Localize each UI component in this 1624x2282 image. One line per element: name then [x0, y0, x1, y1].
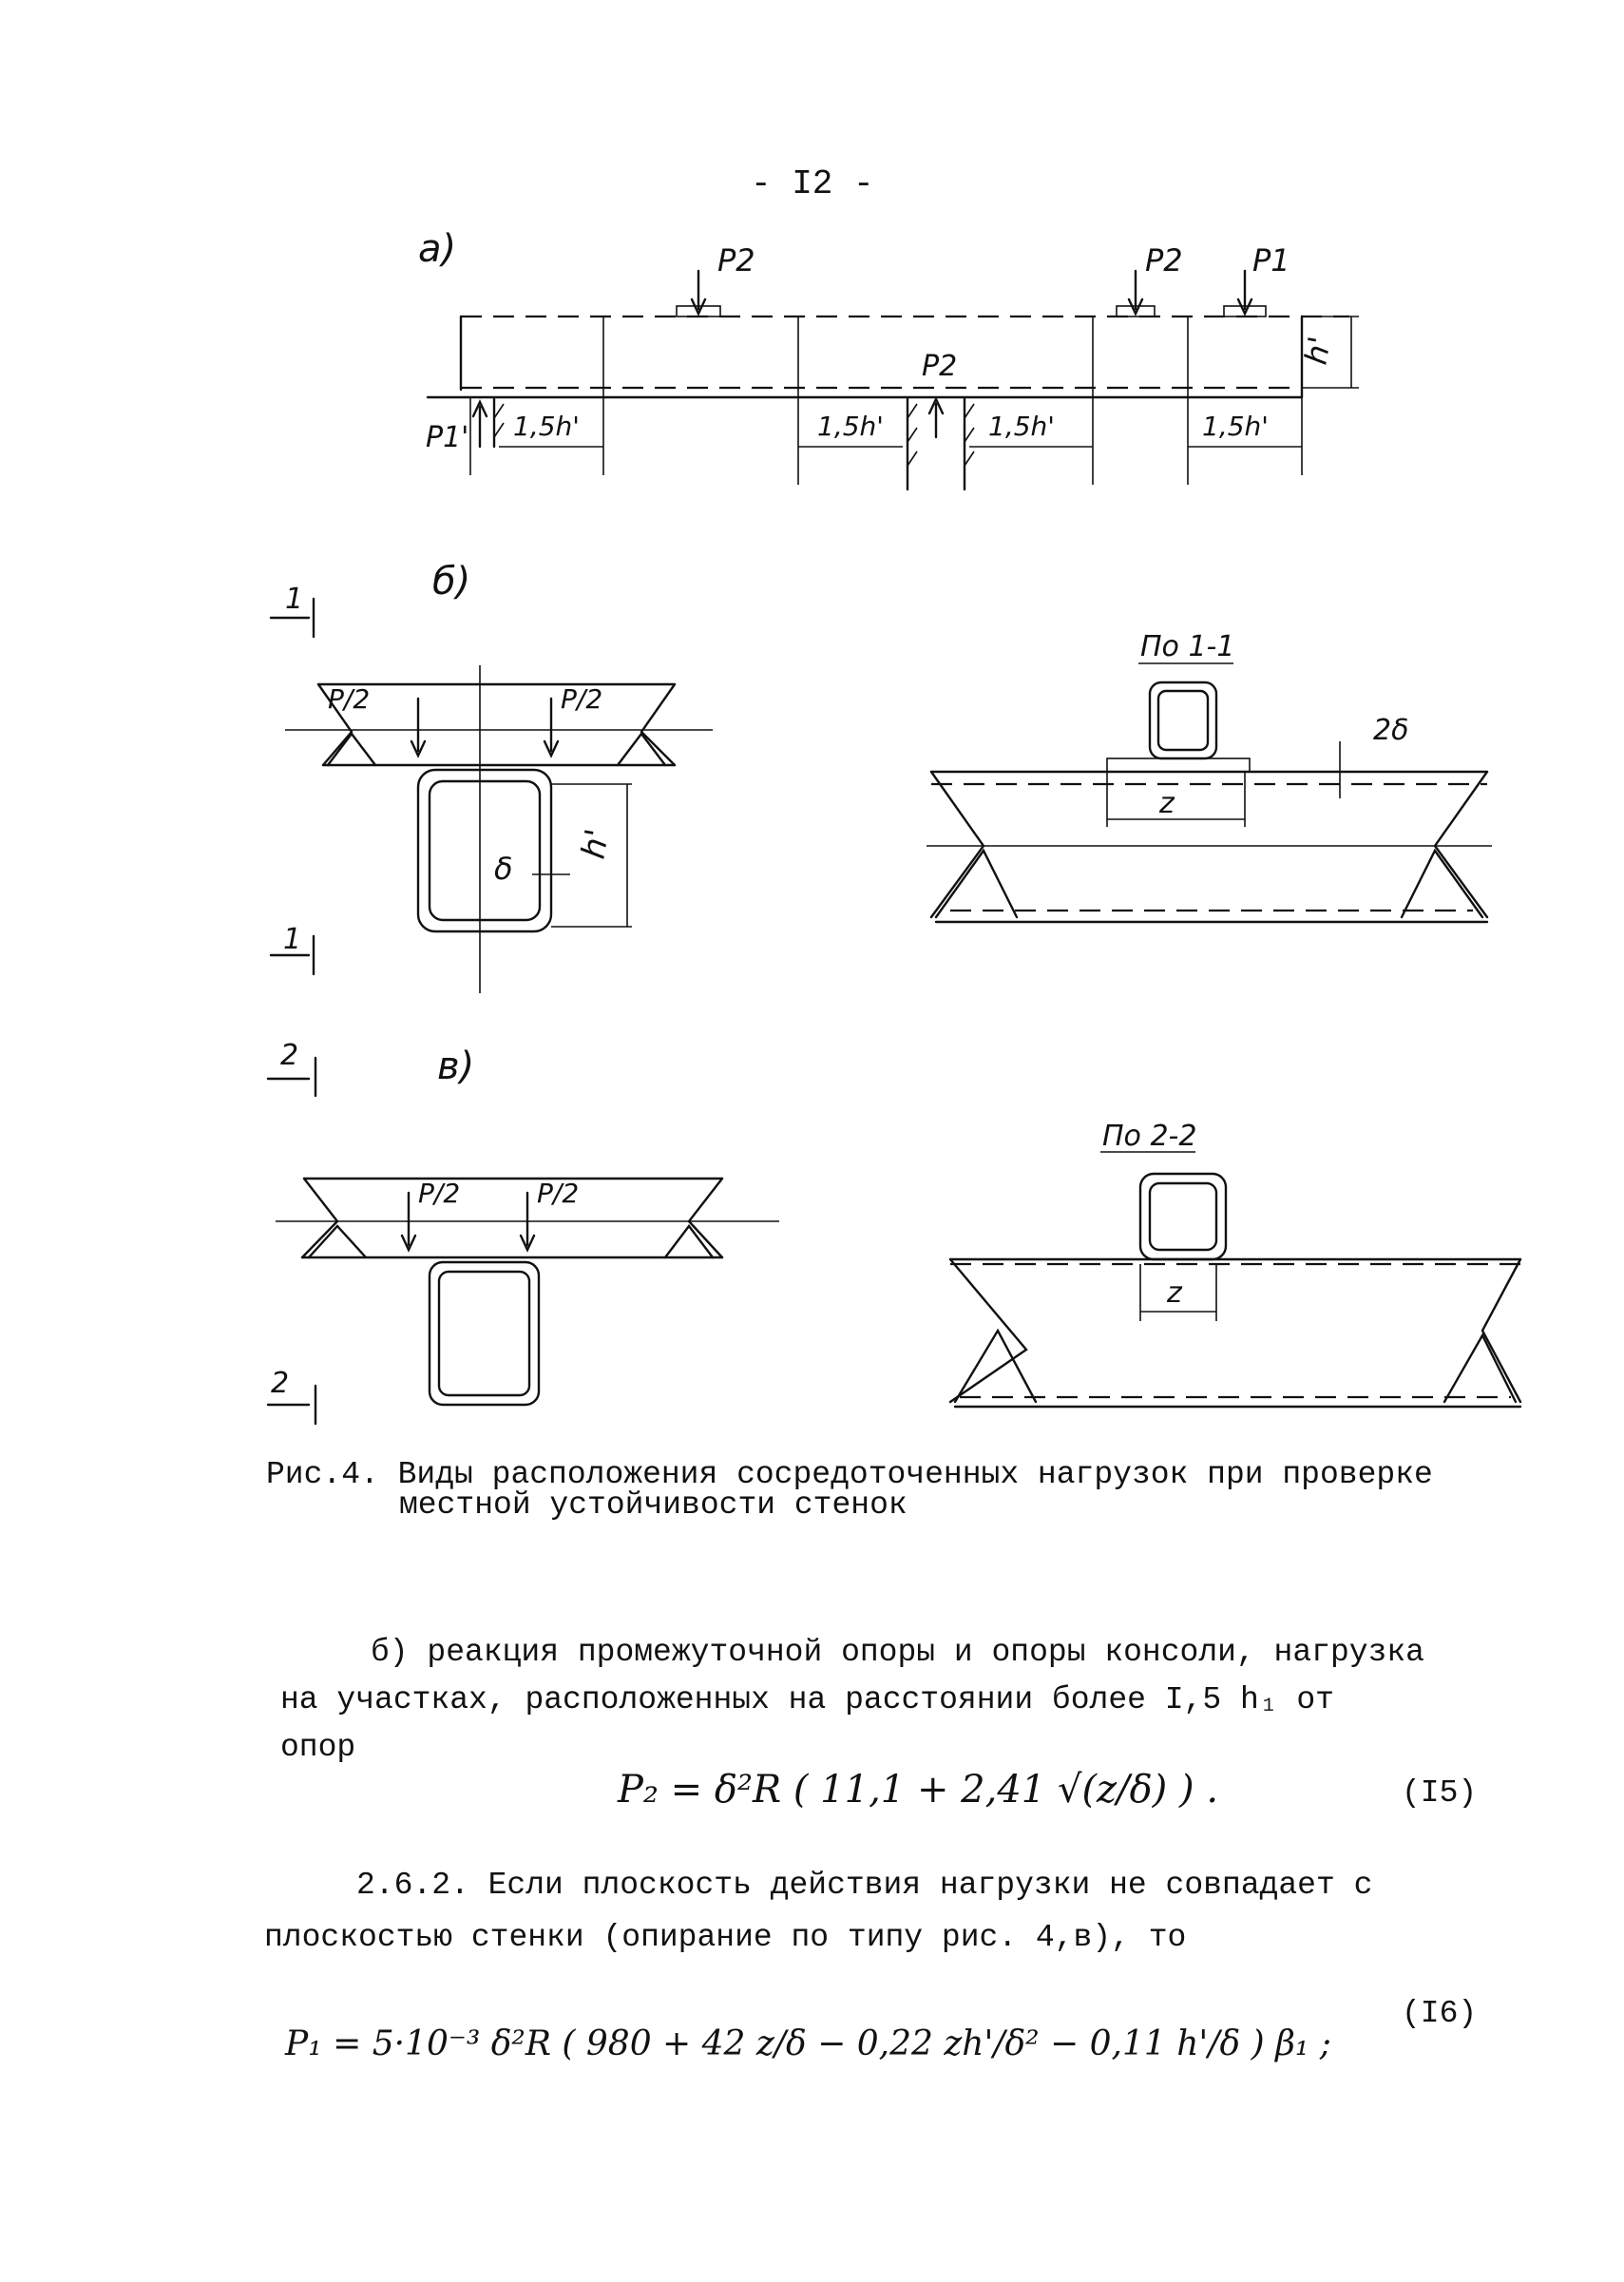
part-b-delta: δ	[494, 851, 513, 887]
part-v-z: z	[1167, 1276, 1182, 1310]
figure-caption-line1: Рис.4. Виды расположения сосредоточенных нагрузок при проверке	[266, 1457, 1433, 1492]
figure-part-v	[268, 1039, 1520, 1424]
part-v-load-right: P/2	[537, 1178, 580, 1209]
part-a-load-5: P1'	[426, 421, 469, 454]
formula-16: P₁ = 5·10⁻³ δ²R ( 980 + 42 z/δ − 0,22 zh'/δ² − 0,11 h'/δ ) β₁ ;	[285, 2024, 1331, 2063]
para2-line1: 2.6.2. Если плоскость действия нагрузки не совпадает с	[356, 1868, 1373, 1903]
part-a-height-label: h'	[1297, 334, 1338, 368]
formula-15-number: (I5)	[1402, 1775, 1478, 1811]
part-b-z: z	[1159, 787, 1175, 820]
para1-line2: на участках, расположенных на расстоянии более I,5 h₁ от	[280, 1682, 1334, 1717]
figure-part-a	[418, 227, 1359, 489]
part-a-load-2: P2	[1145, 242, 1183, 278]
formula-15: P₂ = δ²R ( 11,1 + 2,41 √(z/δ) ) .	[618, 1768, 1219, 1812]
part-a-load-3: P1	[1252, 242, 1290, 278]
page-number: - I2 -	[751, 164, 874, 203]
part-v-mark-top: 2	[280, 1039, 299, 1072]
para1-line1: б) реакция промежуточной опоры и опоры консоли, нагрузка	[371, 1635, 1424, 1670]
part-b-thickness: 2δ	[1373, 714, 1409, 747]
part-a-label: а)	[418, 227, 457, 271]
part-a-load-4: P2	[922, 350, 958, 383]
part-b-mark-bottom: 1	[283, 923, 302, 956]
figure-part-b	[271, 560, 1492, 993]
part-a-dim-3: 1,5h'	[988, 411, 1055, 442]
part-v-label: в)	[437, 1045, 475, 1088]
para2-line2: плоскостью стенки (опирание по типу рис. 4,в), то	[264, 1920, 1187, 1955]
part-b-label: б)	[432, 560, 471, 604]
part-b-mark-top: 1	[285, 583, 304, 616]
part-a-dim-1: 1,5h'	[513, 411, 580, 442]
formula-16-number: (I6)	[1402, 1996, 1478, 2031]
part-v-section-title: По 2-2	[1102, 1120, 1197, 1153]
part-a-dim-2: 1,5h'	[817, 411, 884, 442]
part-v-load-left: P/2	[418, 1178, 461, 1209]
figure-caption-line2: местной устойчивости стенок	[399, 1487, 908, 1523]
part-a-load-1: P2	[717, 242, 755, 278]
part-a-dim-4: 1,5h'	[1202, 411, 1269, 442]
para1-line3: опор	[280, 1730, 356, 1765]
part-b-load-right: P/2	[561, 683, 603, 715]
part-b-load-left: P/2	[328, 683, 371, 715]
part-b-height: h'	[574, 826, 618, 862]
part-b-section-title: По 1-1	[1140, 630, 1235, 663]
part-v-mark-bottom: 2	[271, 1367, 290, 1400]
